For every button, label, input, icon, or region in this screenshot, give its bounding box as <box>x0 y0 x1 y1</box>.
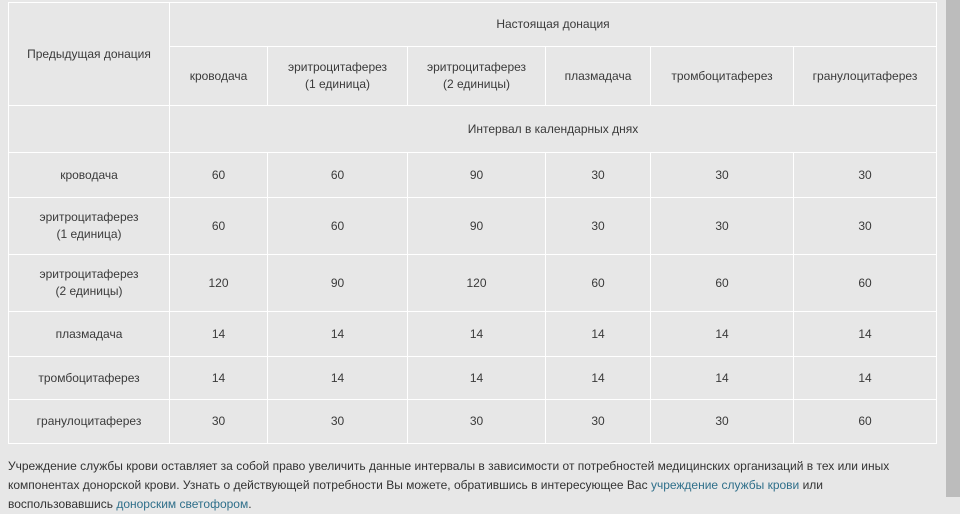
interval-cell: 30 <box>546 400 651 444</box>
column-header-4: плазмадача <box>546 47 651 106</box>
interval-cell: 60 <box>170 198 268 255</box>
interval-caption: Интервал в календарных днях <box>170 106 937 153</box>
column-header-2: эритроцитаферез (1 единица) <box>268 47 408 106</box>
interval-cell: 14 <box>268 312 408 357</box>
interval-cell: 14 <box>170 357 268 400</box>
donor-traffic-light-link[interactable]: донорским светофором <box>116 497 249 511</box>
interval-cell: 30 <box>546 153 651 198</box>
interval-cell: 14 <box>794 357 937 400</box>
interval-cell: 30 <box>794 198 937 255</box>
row-label: плазмадача <box>9 312 170 357</box>
interval-cell: 60 <box>794 255 937 312</box>
interval-cell: 14 <box>408 357 546 400</box>
interval-cell: 30 <box>408 400 546 444</box>
table-row <box>9 198 937 255</box>
interval-cell: 90 <box>408 198 546 255</box>
interval-cell: 120 <box>408 255 546 312</box>
interval-cell: 60 <box>794 400 937 444</box>
scrollbar-edge <box>946 0 960 497</box>
current-donation-header: Настоящая донация <box>170 3 937 47</box>
row-label: эритроцитаферез (1 единица) <box>9 198 170 255</box>
footer-text-1: Учреждение службы крови оставляет за собой право увеличить данные интервалы в зависимости от потребностей медицинских организаций в тех или иных компонентах донорской крови. Узнать о действующей потребности Вы можете, обратившись в интересующее Вас <box>8 459 890 492</box>
row-label: тромбоцитаферез <box>9 357 170 400</box>
table-row <box>9 357 937 400</box>
interval-cell: 30 <box>546 198 651 255</box>
row-label: эритроцитаферез (2 единицы) <box>9 255 170 312</box>
interval-cell: 120 <box>170 255 268 312</box>
column-header-3: эритроцитаферез (2 единицы) <box>408 47 546 106</box>
interval-cell: 60 <box>268 198 408 255</box>
column-header-5: тромбоцитаферез <box>651 47 794 106</box>
row-label: гранулоцитаферез <box>9 400 170 444</box>
interval-cell: 30 <box>268 400 408 444</box>
interval-cell: 60 <box>268 153 408 198</box>
column-header-1: кроводача <box>170 47 268 106</box>
previous-donation-header: Предыдущая донация <box>9 3 170 106</box>
interval-cell: 90 <box>408 153 546 198</box>
interval-cell: 30 <box>651 153 794 198</box>
table-row <box>9 312 937 357</box>
interval-cell: 30 <box>794 153 937 198</box>
interval-cell: 14 <box>268 357 408 400</box>
row-label: кроводача <box>9 153 170 198</box>
interval-cell: 90 <box>268 255 408 312</box>
table-row <box>9 400 937 444</box>
interval-cell: 14 <box>651 312 794 357</box>
column-header-6: гранулоцитаферез <box>794 47 937 106</box>
footer-note <box>8 457 928 514</box>
blood-service-link[interactable]: учреждение службы крови <box>650 478 800 492</box>
empty-corner-cell <box>9 106 170 153</box>
interval-cell: 14 <box>546 312 651 357</box>
table-row <box>9 153 937 198</box>
interval-cell: 60 <box>170 153 268 198</box>
footer-text-2: или воспользовавшись <box>8 478 823 511</box>
interval-cell: 14 <box>546 357 651 400</box>
interval-cell: 30 <box>170 400 268 444</box>
interval-cell: 60 <box>546 255 651 312</box>
interval-cell: 14 <box>170 312 268 357</box>
table-row <box>9 255 937 312</box>
interval-cell: 30 <box>651 198 794 255</box>
donation-intervals-table <box>8 2 937 444</box>
interval-cell: 14 <box>651 357 794 400</box>
interval-cell: 14 <box>408 312 546 357</box>
interval-cell: 14 <box>794 312 937 357</box>
interval-cell: 30 <box>651 400 794 444</box>
footer-text-3: . <box>248 497 252 511</box>
interval-cell: 60 <box>651 255 794 312</box>
